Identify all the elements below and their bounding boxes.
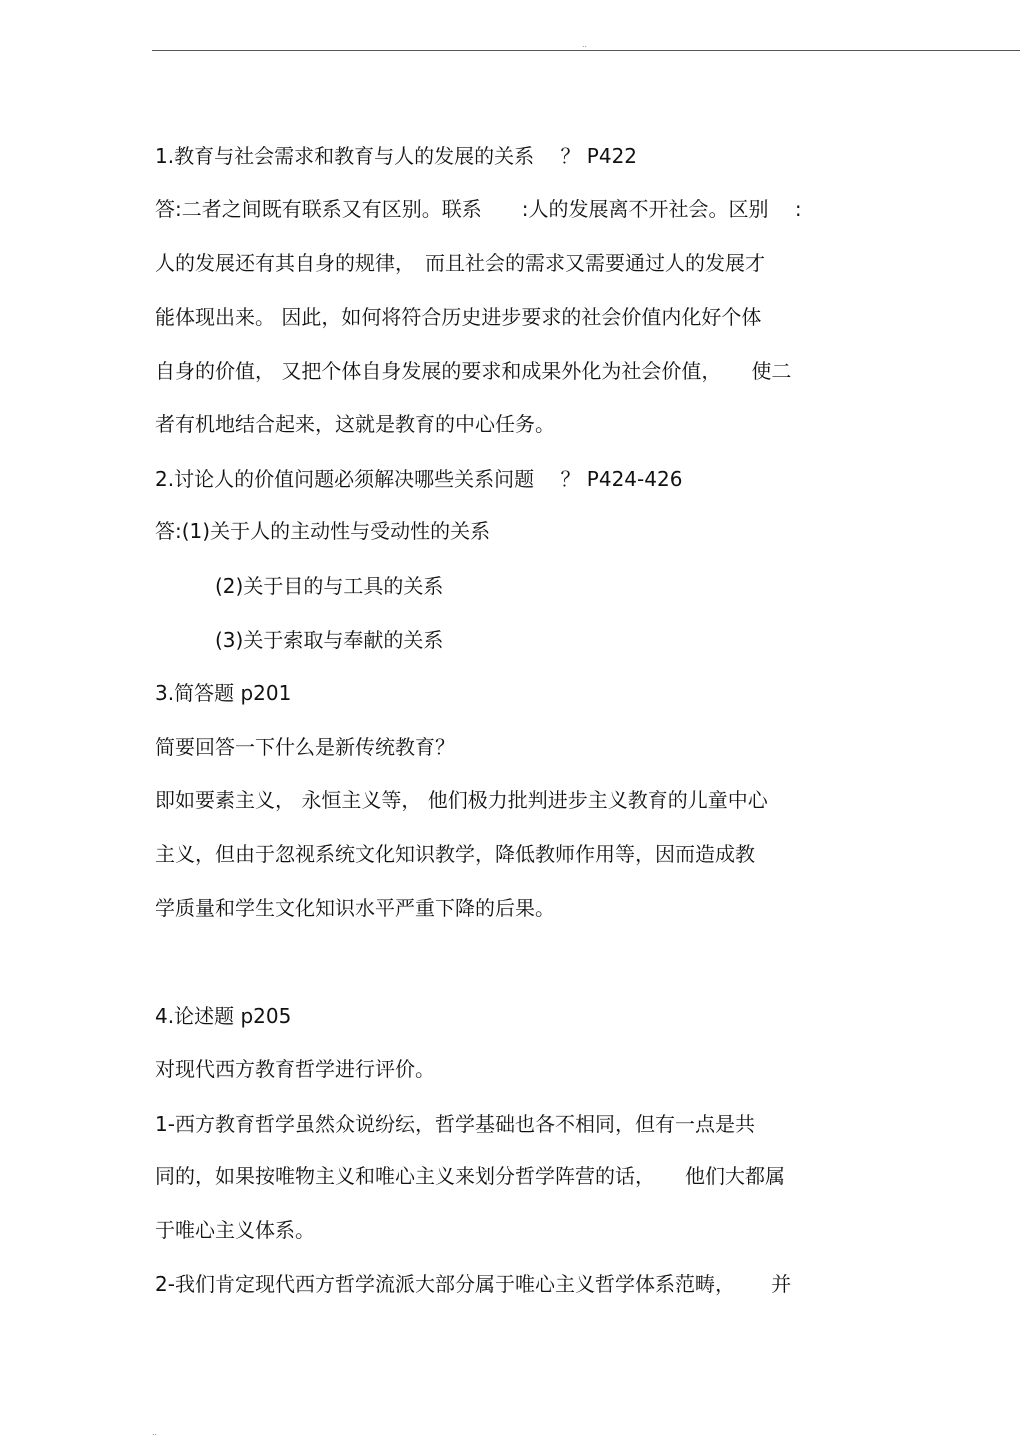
answer-2-item-2: (2)关于目的与工具的关系 xyxy=(215,574,444,598)
question-3-prompt: 简要回答一下什么是新传统教育？ xyxy=(155,735,455,759)
question-4-prompt: 对现代西方教育哲学进行评价。 xyxy=(155,1057,435,1081)
answer-1-line-3: 能体现出来。 因此，如何将符合历史进步要求的社会价值内化好个体 xyxy=(155,305,762,329)
question-3-title: 3.简答题 p201 xyxy=(155,681,292,705)
answer-1-line-4: 自身的价值， 又把个体自身发展的要求和成果外化为社会价值， 使二 xyxy=(155,359,792,383)
answer-3-line-3: 学质量和学生文化知识水平严重下降的后果。 xyxy=(155,896,555,920)
answer-1-line-5: 者有机地结合起来，这就是教育的中心任务。 xyxy=(155,412,555,436)
answer-4-line-4: 2-我们肯定现代西方哲学流派大部分属于唯心主义哲学体系范畴， 并 xyxy=(155,1272,792,1296)
answer-4-line-1: 1-西方教育哲学虽然众说纷纭，哲学基础也各不相同，但有一点是共 xyxy=(155,1112,755,1136)
header-mark: .. xyxy=(582,40,588,49)
footer-mark: .. xyxy=(152,1428,158,1437)
header-rule xyxy=(152,50,1020,51)
answer-2-item-1: 答:(1)关于人的主动性与受动性的关系 xyxy=(155,519,491,543)
answer-4-line-3: 于唯心主义体系。 xyxy=(155,1218,315,1242)
question-4-title: 4.论述题 p205 xyxy=(155,1004,292,1028)
answer-1-line-1: 答:二者之间既有联系又有区别。联系 :人的发展离不开社会。区别 : xyxy=(155,197,802,221)
question-2-title: 2.讨论人的价值问题必须解决哪些关系问题 ？ P424-426 xyxy=(155,467,683,491)
answer-3-line-1: 即如要素主义， 永恒主义等， 他们极力批判进步主义教育的儿童中心 xyxy=(155,788,768,812)
answer-4-line-2: 同的，如果按唯物主义和唯心主义来划分哲学阵营的话， 他们大都属 xyxy=(155,1164,785,1188)
answer-1-line-2: 人的发展还有其自身的规律， 而且社会的需求又需要通过人的发展才 xyxy=(155,251,765,275)
question-1-title: 1.教育与社会需求和教育与人的发展的关系 ？ P422 xyxy=(155,144,638,168)
answer-2-item-3: (3)关于索取与奉献的关系 xyxy=(215,628,444,652)
answer-3-line-2: 主义，但由于忽视系统文化知识教学，降低教师作用等，因而造成教 xyxy=(155,842,755,866)
